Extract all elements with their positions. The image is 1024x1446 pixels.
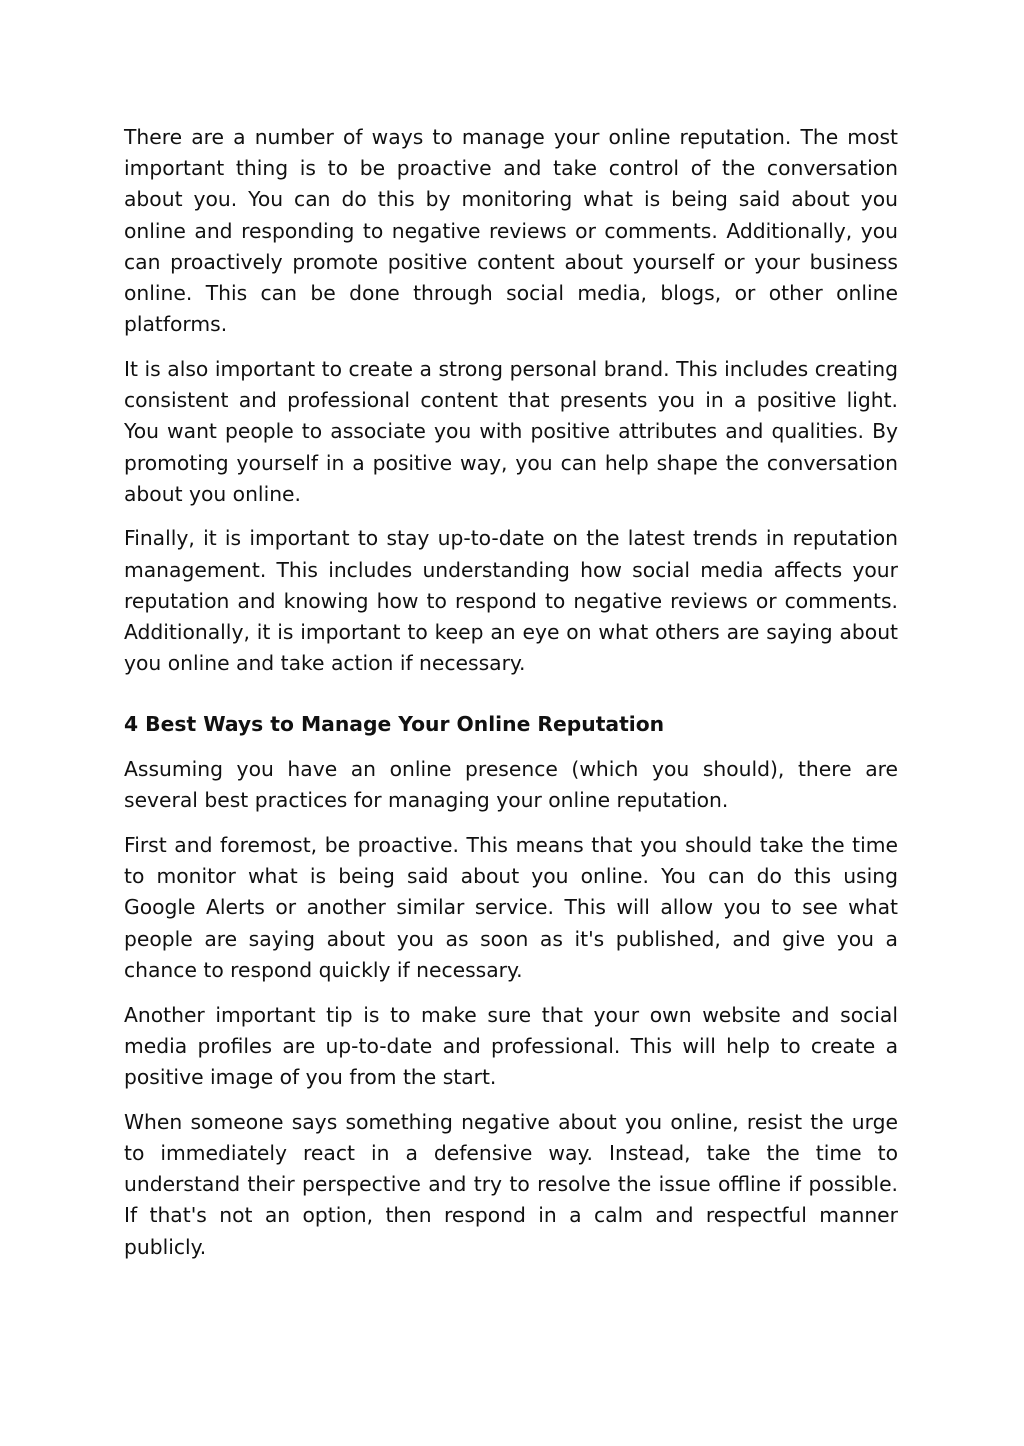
paragraph-best-practices: Assuming you have an online presence (which you should), there are several best practices for managing your online reputation. — [124, 757, 898, 813]
paragraph-negative-response: When someone says something negative about you online, resist the urge to immediately react in a defensive way. Instead, take the time to understand their perspective and try to resolve the issue offline if possible. If that's not an option, then respond in a calm and respectful manner publicly. — [124, 1109, 898, 1259]
paragraph-manage-reputation: There are a number of ways to manage your online reputation. The most important thing is to be proactive and take control of the conversation about you. You can do this by monitoring what is being said about you online and responding to negative reviews or comments. Additionally, you can proactively promote positive content about yourself or your business online. This can be done through social media, blogs, or other online platforms. — [124, 125, 898, 337]
document-page — [124, 122, 898, 1276]
paragraph-personal-brand: It is also important to create a strong personal brand. This includes creating consistent and professional content that presents you in a positive light. You want people to associate you with positive attributes and qualities. By promoting yourself in a positive way, you can help shape the conversation about you online. — [124, 356, 898, 506]
paragraph-be-proactive: First and foremost, be proactive. This means that you should take the time to monitor what is being said about you online. You can do this using Google Alerts or another similar service. This will allow you to see what people are saying about you as soon as it's published, and give you a chance to respond quickly if necessary. — [124, 833, 898, 982]
paragraph-stay-up-to-date: Finally, it is important to stay up-to-date on the latest trends in reputation management. This includes understanding how social media affects your reputation and knowing how to respond to negative reviews or comments. Additionally, it is important to keep an eye on what others are saying about you online and take action if necessary. — [124, 526, 898, 676]
section-heading: 4 Best Ways to Manage Your Online Reputation — [124, 712, 665, 737]
paragraph-website-profiles: Another important tip is to make sure that your own website and social media profiles are up-to-date and professional. This will help to create a positive image of you from the start. — [124, 1002, 898, 1089]
